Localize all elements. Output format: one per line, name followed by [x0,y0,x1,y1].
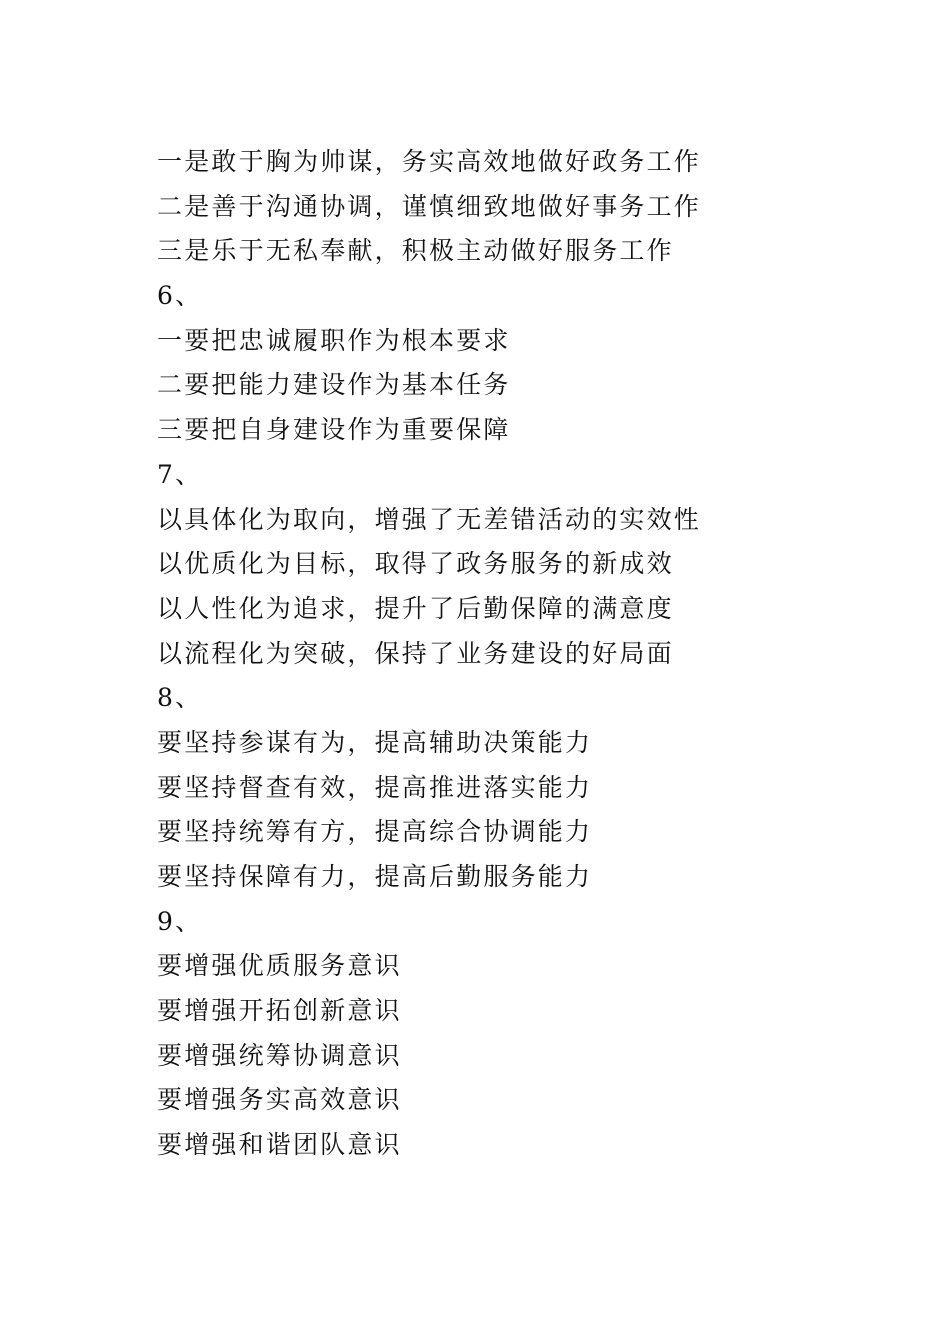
document-body [157,140,857,1168]
text-line: 要增强和谐团队意识 [157,1130,402,1160]
section-number: 8、 [157,683,203,713]
text-line: 三是乐于无私奉献，积极主动做好服务工作 [157,236,674,266]
text-line: 一是敢于胸为帅谋，务实高效地做好政务工作 [157,147,702,176]
section-number: 7、 [157,459,203,489]
text-line: 二是善于沟通协调，谨慎细致地做好事务工作 [157,191,702,221]
section-number: 6、 [157,281,203,311]
text-line: 要坚持督查有效，提高推进落实能力 [157,772,593,802]
text-line: 以优质化为目标，取得了政务服务的新成效 [157,549,674,579]
text-line: 三要把自身建设作为重要保障 [157,415,511,445]
section-number: 9、 [157,906,203,936]
text-line: 要增强优质服务意识 [157,951,402,981]
text-line: 以人性化为追求，提升了后勤保障的满意度 [157,593,674,623]
text-line: 一要把忠诚履职作为根本要求 [157,325,511,355]
text-line: 要增强统筹协调意识 [157,1040,402,1070]
text-line: 二要把能力建设作为基本任务 [157,370,511,400]
text-line: 要增强务实高效意识 [157,1085,402,1115]
text-line: 以流程化为突破，保持了业务建设的好局面 [157,638,674,668]
text-line: 要坚持保障有力，提高后勤服务能力 [157,862,593,891]
text-line: 要增强开拓创新意识 [157,996,402,1026]
text-line: 要坚持参谋有为，提高辅助决策能力 [157,727,593,757]
text-line: 要坚持统筹有方，提高综合协调能力 [157,817,593,847]
text-line: 以具体化为取向，增强了无差错活动的实效性 [157,504,702,534]
